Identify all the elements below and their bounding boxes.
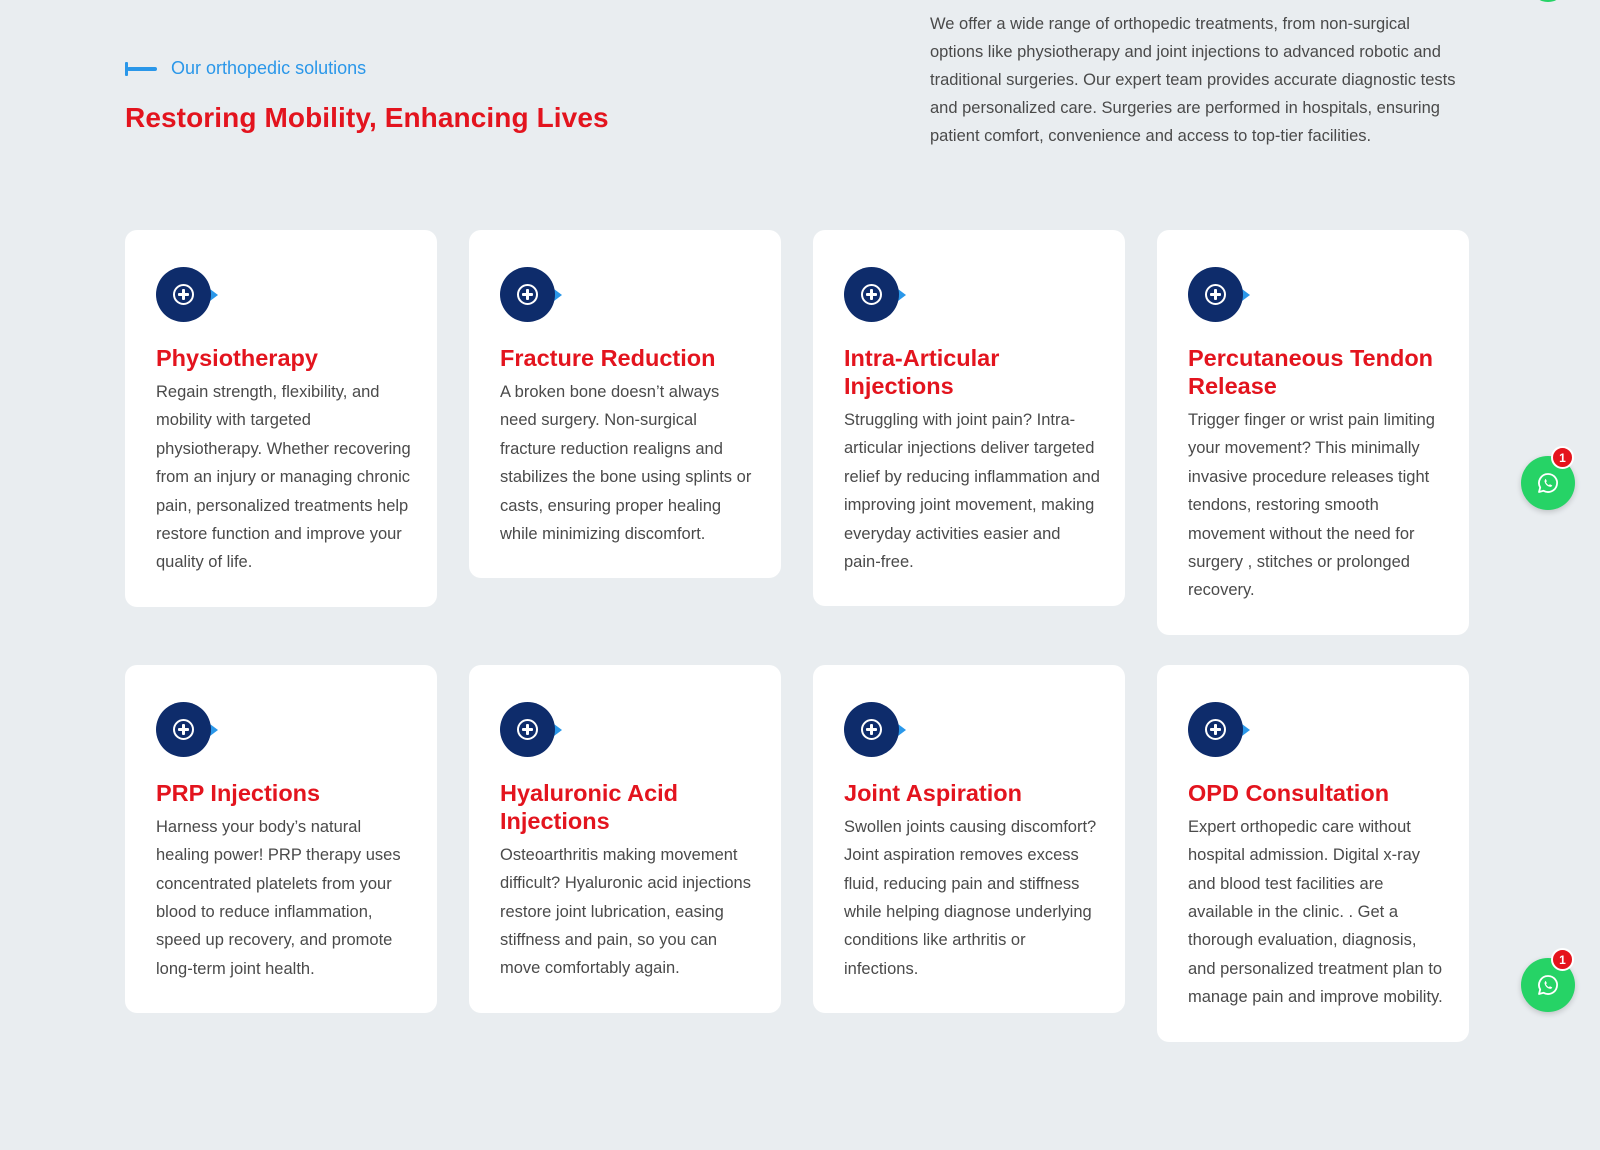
service-title: PRP Injections — [156, 779, 321, 806]
service-card-hyaluronic-acid-injections — [469, 665, 781, 1013]
notification-badge: 1 — [1551, 446, 1574, 469]
medical-plus-icon — [844, 701, 910, 757]
service-card-fracture-reduction — [469, 230, 781, 578]
service-description: Struggling with joint pain? Intra-articular injections deliver targeted relief by reducing inflammation and improving joint movement, making everyday activities easier and pain-free. — [844, 411, 1100, 572]
service-description: A broken bone doesn’t always need surgery. Non-surgical fracture reduction realigns and stabilizes the bone using splints or casts, ensuring proper healing while minimizing discomfort. — [500, 383, 752, 544]
whatsapp-chat-button[interactable] — [1521, 952, 1575, 1012]
whatsapp-chat-button[interactable] — [1521, 450, 1575, 510]
service-card-percutaneous-tendon-release — [1157, 230, 1469, 635]
service-title: Intra-Articular Injections — [844, 345, 1000, 399]
section-header — [0, 0, 1600, 210]
service-title: Hyaluronic Acid Injections — [500, 779, 679, 834]
notification-badge: 1 — [1551, 948, 1574, 971]
medical-plus-icon — [1188, 701, 1254, 757]
service-title: Fracture Reduction — [500, 345, 716, 371]
service-card-physiotherapy — [125, 230, 437, 607]
service-card-opd-consultation — [1157, 665, 1469, 1042]
service-card-prp-injections — [125, 665, 437, 1013]
section-eyebrow — [125, 58, 366, 79]
section-title: Restoring Mobility, Enhancing Lives — [125, 102, 609, 133]
service-description: Regain strength, flexibility, and mobility with targeted physiotherapy. Whether recovering from an injury or managing chronic pain, personalized treatments help restore function and improve your quality of life. — [156, 383, 411, 572]
medical-plus-icon — [156, 701, 222, 757]
service-title: Joint Aspiration — [844, 779, 1022, 806]
service-description: Swollen joints causing discomfort? Joint aspiration removes excess fluid, reducing pain and stiffness while helping diagnose underlying conditions like arthritis or infections. — [844, 817, 1097, 978]
medical-plus-icon — [156, 266, 222, 322]
service-description: Expert orthopedic care without hospital admission. Digital x-ray and blood test facilities are available in the clinic. . Get a thorough evaluation, diagnosis, and personalized treatment plan to manage pain and improve mobility. — [1188, 817, 1443, 1007]
eyebrow-bar-icon — [125, 61, 159, 77]
service-description: Osteoarthritis making movement difficult? Hyaluronic acid injections restore joint lubrication, easing stiffness and pain, so you can move comfortably again. — [500, 845, 751, 978]
service-description: Harness your body’s natural healing power! PRP therapy uses concentrated platelets from your blood to reduce inflammation, speed up recovery, and promote long-term joint health. — [156, 817, 401, 978]
section-intro: We offer a wide range of orthopedic treatments, from non-surgical options like physiotherapy and joint injections to advanced robotic and traditional surgeries. Our expert team provides accurate diagnostic tests and personalized care. Surgeries are performed in hospitals, ensuring patient comfort, convenience and access to top-tier facilities. — [930, 15, 1456, 145]
medical-plus-icon — [1188, 266, 1254, 322]
eyebrow-label: Our orthopedic solutions — [171, 58, 367, 78]
service-title: Physiotherapy — [156, 345, 318, 371]
whatsapp-icon — [1536, 471, 1560, 495]
service-card-intra-articular-injections — [813, 230, 1125, 606]
medical-plus-icon — [500, 701, 566, 757]
service-title: OPD Consultation — [1188, 779, 1390, 806]
whatsapp-icon — [1536, 973, 1560, 997]
service-card-joint-aspiration — [813, 665, 1125, 1013]
service-title: Percutaneous Tendon Release — [1188, 345, 1434, 399]
medical-plus-icon — [844, 266, 910, 322]
service-description: Trigger finger or wrist pain limiting your movement? This minimally invasive procedure releases tight tendons, restoring smooth movement without the need for surgery , stitches or prolonged recovery. — [1188, 411, 1435, 600]
services-grid — [125, 230, 1469, 1042]
medical-plus-icon — [500, 266, 566, 322]
